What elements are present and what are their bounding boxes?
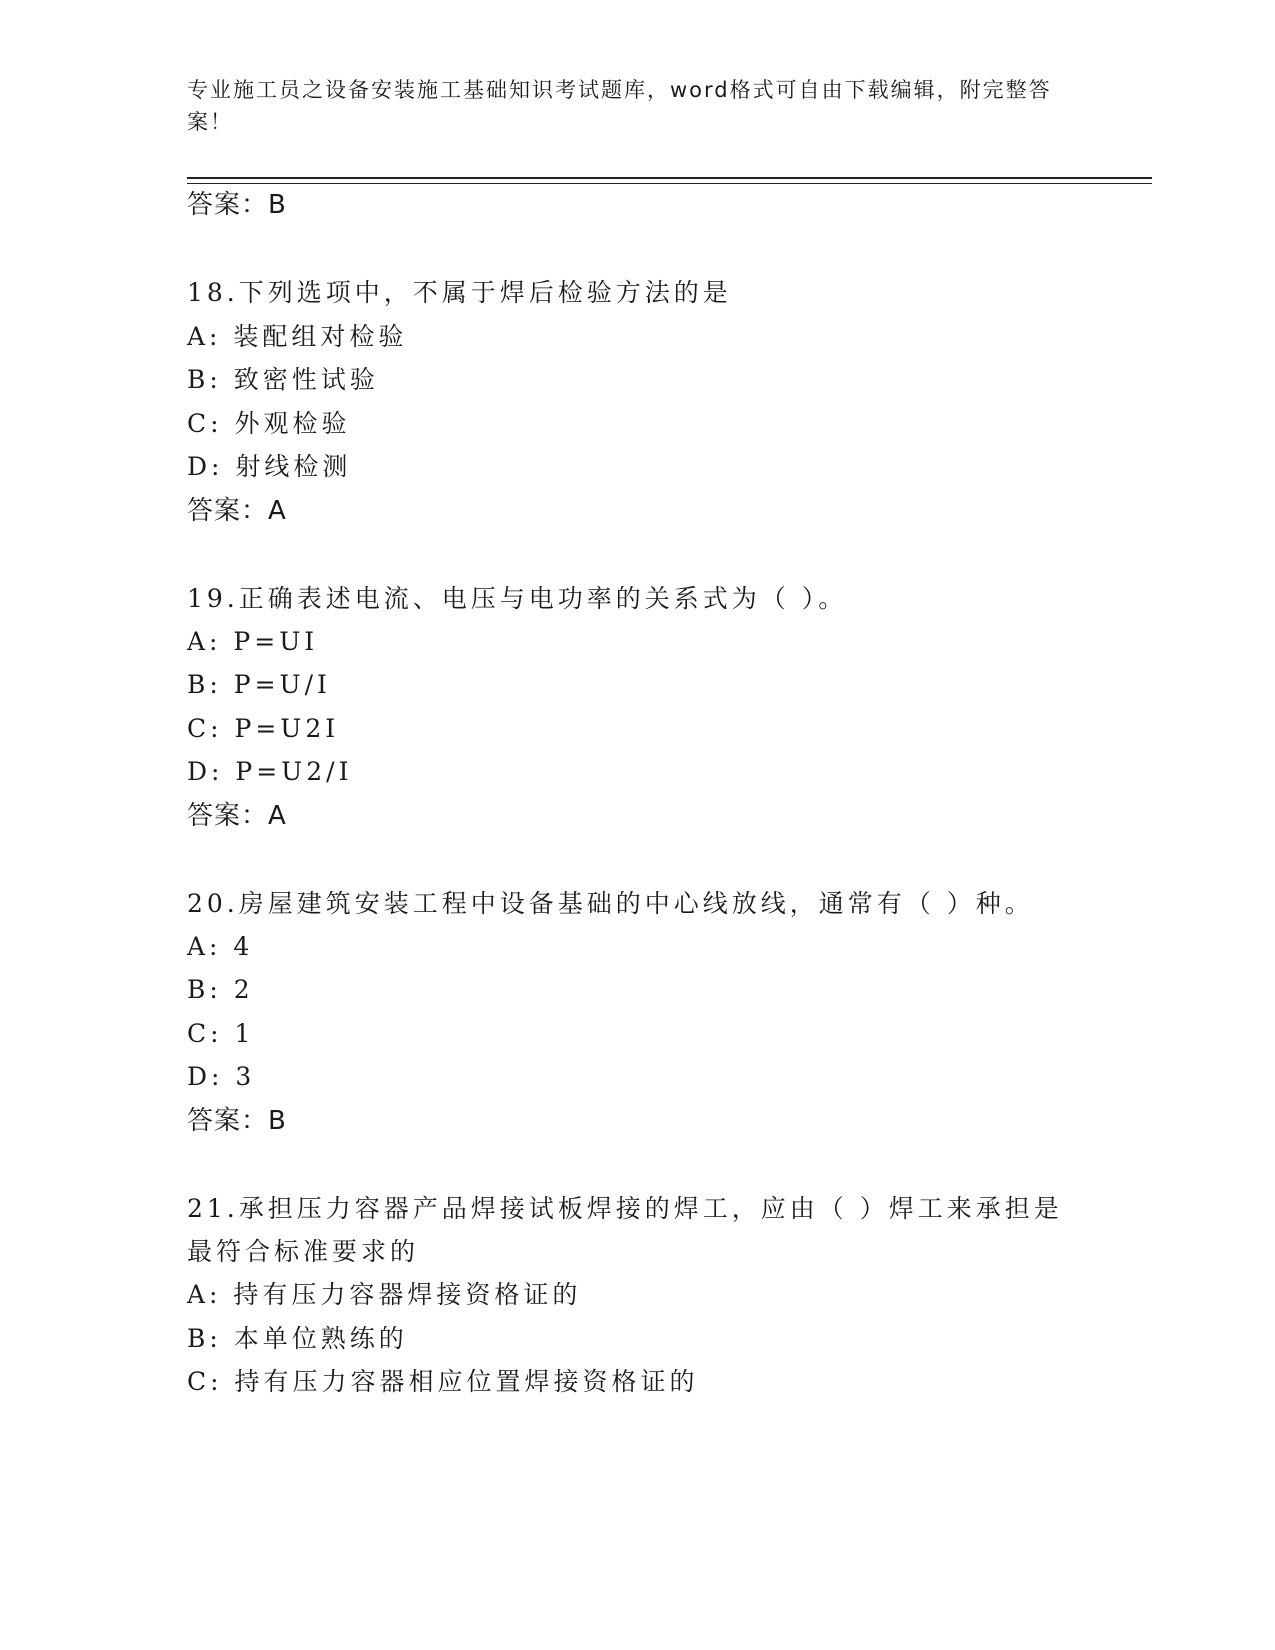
question-21-option-a: A: 持有压力容器焊接资格证的 (187, 1280, 582, 1309)
question-20-option-d: D: 3 (187, 1062, 256, 1091)
header-rule-thin (187, 183, 1152, 184)
question-19-option-a: A: P=UI (187, 627, 319, 656)
question-18-option-b: B: 致密性试验 (187, 365, 379, 394)
answer-previous: 答案：B (187, 190, 287, 220)
question-21-option-c: C: 持有压力容器相应位置焊接资格证的 (187, 1367, 699, 1396)
question-18-option-a: A: 装配组对检验 (187, 322, 408, 351)
question-20-option-c: C: 1 (187, 1019, 255, 1048)
question-18-stem: 18.下列选项中，不属于焊后检验方法的是 (187, 278, 732, 307)
question-21-stem-line2: 最符合标准要求的 (187, 1237, 420, 1266)
question-19-stem: 19.正确表述电流、电压与电功率的关系式为（ ）。 (187, 584, 848, 613)
question-18-option-c: C: 外观检验 (187, 409, 351, 438)
question-18-option-d: D: 射线检测 (187, 452, 352, 481)
header-rule-thick (187, 177, 1152, 179)
question-19-option-c: C: P=U2I (187, 714, 340, 743)
question-20-option-a: A: 4 (187, 932, 254, 961)
document-header: 专业施工员之设备安装施工基础知识考试题库，word格式可自由下载编辑，附完整答案！ (187, 78, 1052, 134)
question-19-option-d: D: P=U2/I (187, 757, 353, 786)
question-18-answer: 答案：A (187, 496, 287, 526)
question-20-option-b: B: 2 (187, 975, 254, 1004)
question-19-answer: 答案：A (187, 801, 287, 831)
question-21-option-b: B: 本单位熟练的 (187, 1324, 408, 1353)
question-20-answer: 答案：B (187, 1106, 287, 1136)
question-19-option-b: B: P=U/I (187, 670, 331, 699)
question-21-stem-line1: 21.承担压力容器产品焊接试板焊接的焊工，应由（ ）焊工来承担是 (187, 1194, 1063, 1223)
question-20-stem: 20.房屋建筑安装工程中设备基础的中心线放线，通常有（ ）种。 (187, 889, 1034, 918)
